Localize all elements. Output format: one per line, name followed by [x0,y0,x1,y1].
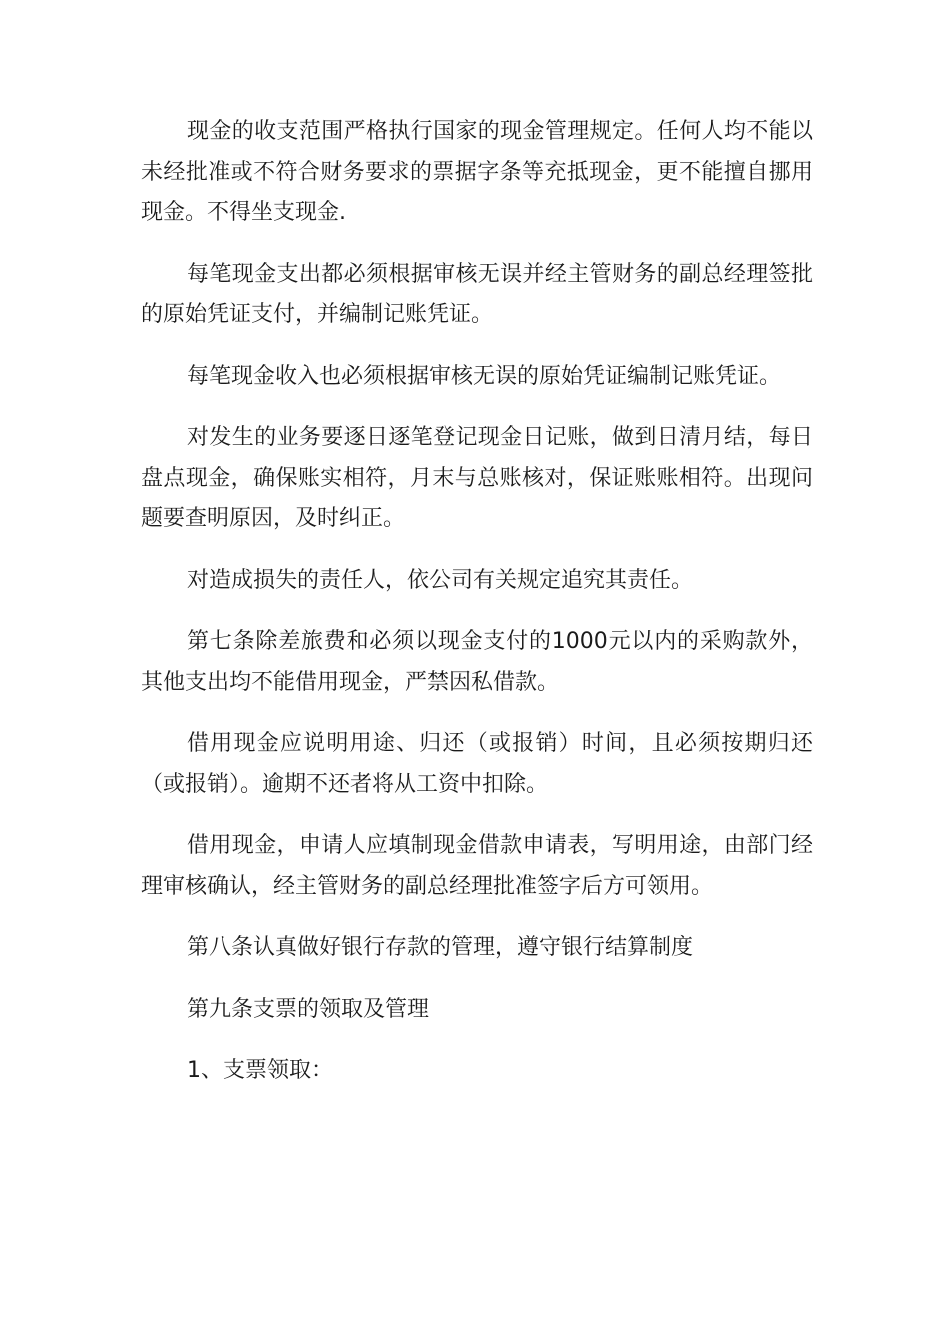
paragraph-liability: 对造成损失的责任人，依公司有关规定追究其责任。 [187,567,694,593]
paragraph-article-7: 第七条除差旅费和必须以现金支付的1000元以内的采购款外，其他支出均不能借用现金，严禁因私借款。 [141,629,813,695]
paragraph-cash-expenditure: 每笔现金支出都必须根据审核无误并经主管财务的副总经理签批的原始凭证支付，并编制记账凭证。 [141,261,813,327]
paragraph-cash-income: 每笔现金收入也必须根据审核无误的原始凭证编制记账凭证。 [187,363,782,389]
paragraph-article-8: 第八条认真做好银行存款的管理，遵守银行结算制度 [187,935,694,960]
paragraph-cash-scope: 现金的收支范围严格执行国家的现金管理规定。任何人均不能以未经批准或不符合财务要求的票据字条等充抵现金，更不能擅自挪用现金。不得坐支现金. [141,119,813,225]
paragraph-check-collection: 1、支票领取： [187,1058,333,1083]
paragraph-cash-journal: 对发生的业务要逐日逐笔登记现金日记账，做到日清月结，每日盘点现金，确保账实相符，月末与总账核对，保证账账相符。出现问题要查明原因，及时纠正。 [141,425,813,531]
document-body [141,112,813,1113]
paragraph-article-9: 第九条支票的领取及管理 [187,996,430,1022]
paragraph-borrow-application: 借用现金，申请人应填制现金借款申请表，写明用途，由部门经理审核确认，经主管财务的副总经理批准签字后方可领用。 [141,833,813,899]
paragraph-borrow-purpose: 借用现金应说明用途、归还（或报销）时间，且必须按期归还（或报销）。逾期不还者将从工资中扣除。 [141,731,813,797]
